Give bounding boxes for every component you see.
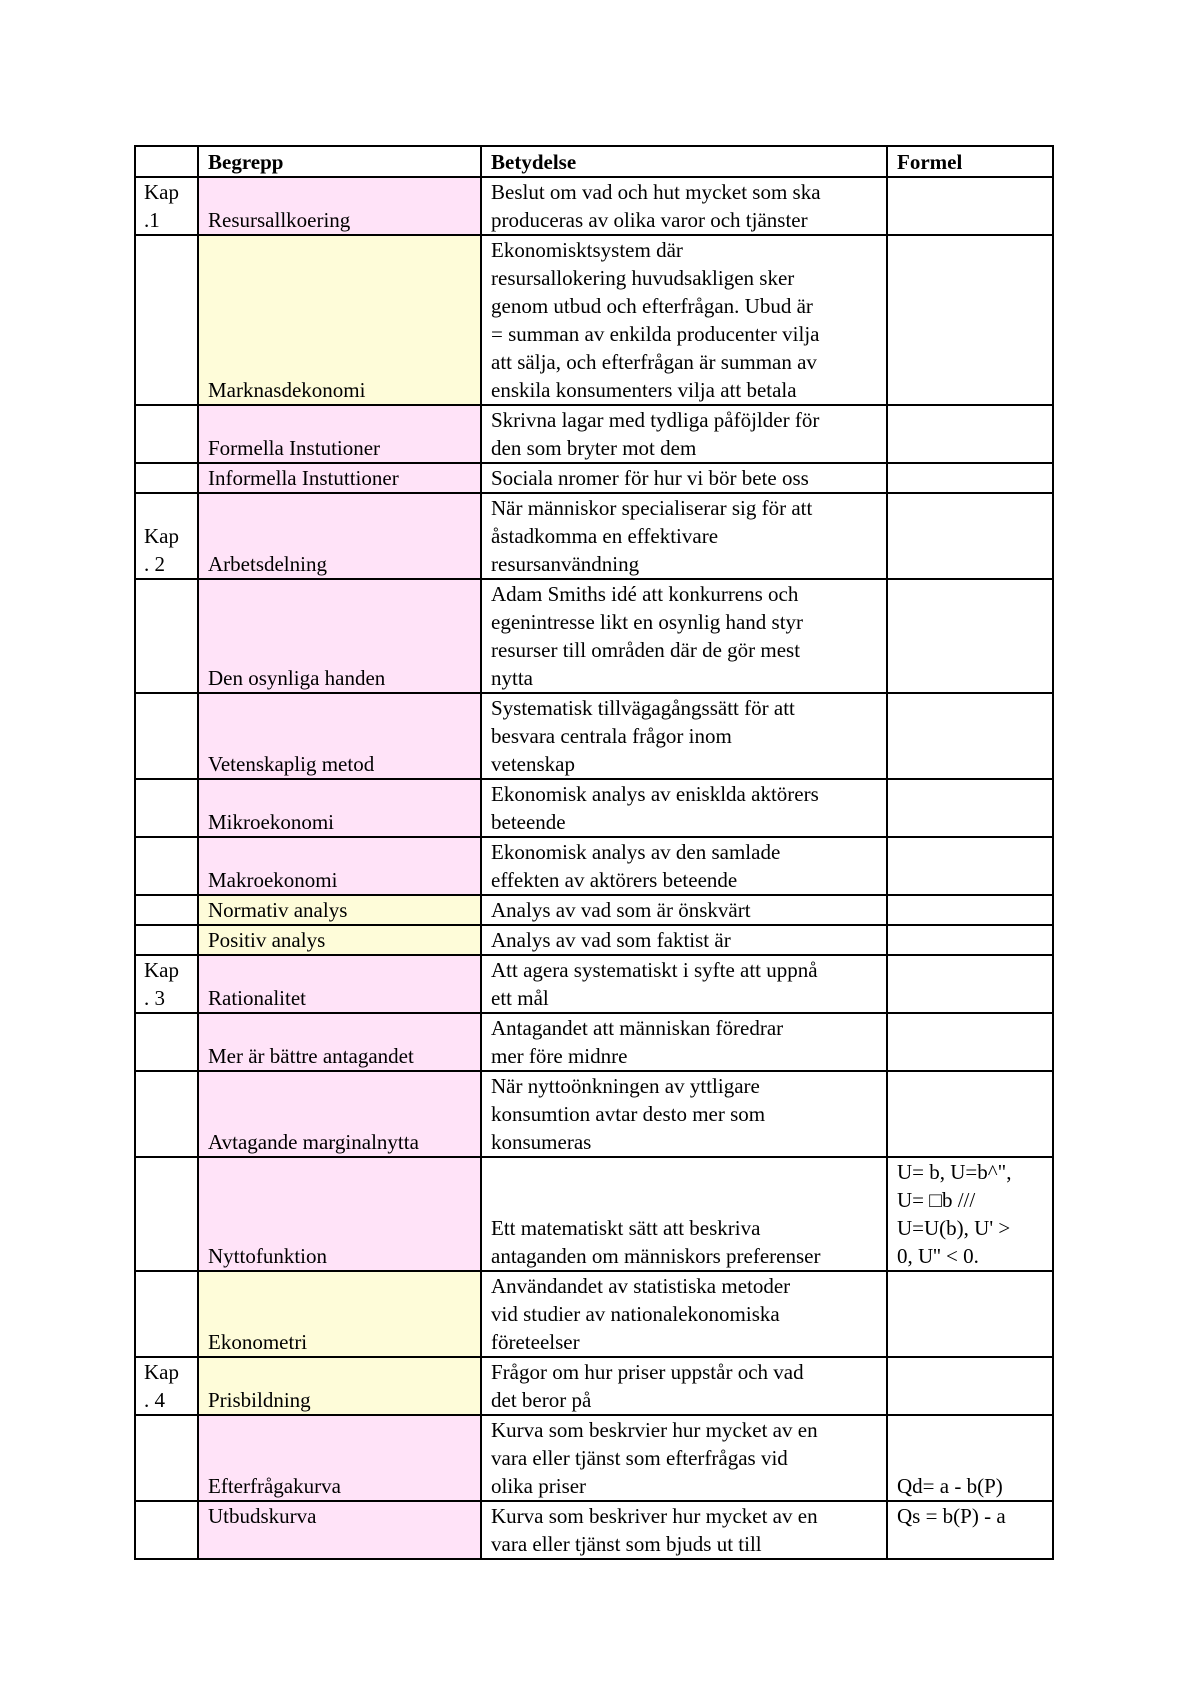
chapter-cell xyxy=(135,779,198,837)
table-row xyxy=(135,493,1053,579)
formula-cell xyxy=(887,1501,1053,1559)
cell-line: U= □b /// xyxy=(897,1188,976,1212)
term-label: Vetenskaplig metod xyxy=(208,752,375,776)
table-row xyxy=(135,405,1053,463)
cell-line: besvara centrala frågor inom xyxy=(491,724,732,748)
cell-line: . 3 xyxy=(144,986,165,1010)
term-cell xyxy=(198,1071,481,1157)
cell-line: den som bryter mot dem xyxy=(491,436,697,460)
table-row xyxy=(135,235,1053,405)
term-label: Prisbildning xyxy=(208,1388,311,1412)
term-cell xyxy=(198,779,481,837)
cell-line: Kap xyxy=(144,1360,179,1384)
cell-line: Kurva som beskriver hur mycket av en xyxy=(491,1504,818,1528)
definition-cell xyxy=(481,1271,887,1357)
table-row xyxy=(135,1013,1053,1071)
formula-cell xyxy=(887,463,1053,493)
cell-line: Sociala nromer för hur vi bör bete oss xyxy=(491,466,809,490)
table-row xyxy=(135,177,1053,235)
cell-line: konsumeras xyxy=(491,1130,592,1154)
cell-line: = summan av enkilda producenter vilja xyxy=(491,322,820,346)
formula-cell xyxy=(887,1013,1053,1071)
header-begrepp: Begrepp xyxy=(198,146,481,177)
term-cell xyxy=(198,235,481,405)
cell-line: beteende xyxy=(491,810,566,834)
chapter-cell xyxy=(135,693,198,779)
chapter-cell xyxy=(135,925,198,955)
cell-line: vara eller tjänst som efterfrågas vid xyxy=(491,1446,788,1470)
cell-line: Kap xyxy=(144,180,179,204)
definition-cell xyxy=(481,405,887,463)
formula-cell xyxy=(887,1357,1053,1415)
cell-line: 0, U'' < 0. xyxy=(897,1244,979,1268)
definition-cell xyxy=(481,177,887,235)
chapter-cell xyxy=(135,1501,198,1559)
cell-line: vara eller tjänst som bjuds ut till xyxy=(491,1532,762,1556)
formula-cell xyxy=(887,1271,1053,1357)
formula-cell xyxy=(887,955,1053,1013)
chapter-cell xyxy=(135,895,198,925)
chapter-cell xyxy=(135,493,198,579)
term-cell xyxy=(198,895,481,925)
definition-cell xyxy=(481,1501,887,1559)
table-row xyxy=(135,1501,1053,1559)
term-cell xyxy=(198,1271,481,1357)
term-label: Avtagande marginalnytta xyxy=(208,1130,419,1154)
cell-line: Analys av vad som är önskvärt xyxy=(491,898,751,922)
cell-line: resurser till områden där de gör mest xyxy=(491,638,801,662)
cell-line: .1 xyxy=(144,208,160,232)
cell-line: Qd= a - b(P) xyxy=(897,1474,1003,1498)
table-row xyxy=(135,837,1053,895)
term-label: Arbetsdelning xyxy=(208,552,327,576)
term-label: Formella Instutioner xyxy=(208,436,381,460)
chapter-cell xyxy=(135,1071,198,1157)
definition-cell xyxy=(481,955,887,1013)
chapter-cell xyxy=(135,1157,198,1271)
formula-cell xyxy=(887,235,1053,405)
chapter-cell xyxy=(135,955,198,1013)
cell-line: produceras av olika varor och tjänster xyxy=(491,208,808,232)
table-row xyxy=(135,579,1053,693)
term-label: Resursallkoering xyxy=(208,208,351,232)
cell-line: effekten av aktörers beteende xyxy=(491,868,738,892)
cell-line: Ekonomisk analys av enisklda aktörers xyxy=(491,782,819,806)
cell-line: olika priser xyxy=(491,1474,587,1498)
term-cell xyxy=(198,405,481,463)
cell-line: att sälja, och efterfrågan är summan av xyxy=(491,350,817,374)
formula-cell xyxy=(887,1415,1053,1501)
chapter-cell xyxy=(135,837,198,895)
term-label: Mer är bättre antagandet xyxy=(208,1044,414,1068)
table-row xyxy=(135,463,1053,493)
table-row xyxy=(135,779,1053,837)
term-cell xyxy=(198,463,481,493)
definition-cell xyxy=(481,1157,887,1271)
chapter-cell xyxy=(135,405,198,463)
term-label: Den osynliga handen xyxy=(208,666,386,690)
term-cell xyxy=(198,1013,481,1071)
concept-table xyxy=(134,145,1054,1560)
cell-line: När människor specialiserar sig för att xyxy=(491,496,813,520)
table-row xyxy=(135,693,1053,779)
cell-line: resursallokering huvudsakligen sker xyxy=(491,266,795,290)
definition-cell xyxy=(481,1071,887,1157)
definition-cell xyxy=(481,493,887,579)
formula-cell xyxy=(887,1071,1053,1157)
formula-cell xyxy=(887,925,1053,955)
term-cell xyxy=(198,1357,481,1415)
cell-line: ett mål xyxy=(491,986,549,1010)
chapter-cell xyxy=(135,1013,198,1071)
term-label: Utbudskurva xyxy=(208,1504,317,1528)
term-cell xyxy=(198,1501,481,1559)
definition-cell xyxy=(481,837,887,895)
formula-cell xyxy=(887,1157,1053,1271)
cell-line: Systematisk tillvägagångssätt för att xyxy=(491,696,795,720)
cell-line: Skrivna lagar med tydliga påföjlder för xyxy=(491,408,820,432)
chapter-cell xyxy=(135,235,198,405)
cell-line: Qs = b(P) - a xyxy=(897,1504,1006,1528)
definition-cell xyxy=(481,1357,887,1415)
definition-cell xyxy=(481,235,887,405)
definition-cell xyxy=(481,463,887,493)
chapter-cell xyxy=(135,579,198,693)
cell-line: Att agera systematiskt i syfte att uppnå xyxy=(491,958,818,982)
term-label: Nyttofunktion xyxy=(208,1244,327,1268)
cell-line: vetenskap xyxy=(491,752,575,776)
formula-cell xyxy=(887,177,1053,235)
term-cell xyxy=(198,579,481,693)
table-row xyxy=(135,1415,1053,1501)
cell-line: Adam Smiths idé att konkurrens och xyxy=(491,582,799,606)
cell-line: Kurva som beskrvier hur mycket av en xyxy=(491,1418,818,1442)
term-label: Rationalitet xyxy=(208,986,306,1010)
definition-cell xyxy=(481,895,887,925)
definition-cell xyxy=(481,1415,887,1501)
definition-cell xyxy=(481,579,887,693)
formula-cell xyxy=(887,837,1053,895)
table-body xyxy=(135,177,1053,1559)
cell-line: Kap xyxy=(144,958,179,982)
cell-line: det beror på xyxy=(491,1388,592,1412)
chapter-cell xyxy=(135,463,198,493)
term-label: Normativ analys xyxy=(208,898,348,922)
formula-cell xyxy=(887,693,1053,779)
cell-line: enskila konsumenters vilja att betala xyxy=(491,378,797,402)
definition-cell xyxy=(481,1013,887,1071)
cell-line: Ekonomisktsystem där xyxy=(491,238,683,262)
term-label: Ekonometri xyxy=(208,1330,308,1354)
cell-line: antaganden om människors preferenser xyxy=(491,1244,821,1268)
cell-line: U= b, U=b^", xyxy=(897,1160,1012,1184)
cell-line: Frågor om hur priser uppstår och vad xyxy=(491,1360,804,1384)
table-row xyxy=(135,1071,1053,1157)
formula-cell xyxy=(887,493,1053,579)
table-row xyxy=(135,1357,1053,1415)
definition-cell xyxy=(481,693,887,779)
table-row xyxy=(135,955,1053,1013)
term-label: Informella Instuttioner xyxy=(208,466,399,490)
cell-line: Ekonomisk analys av den samlade xyxy=(491,840,781,864)
cell-line: Analys av vad som faktist är xyxy=(491,928,731,952)
formula-cell xyxy=(887,779,1053,837)
table-row xyxy=(135,1271,1053,1357)
table-row xyxy=(135,1157,1053,1271)
header-row xyxy=(135,146,1053,177)
term-label: Marknasdekonomi xyxy=(208,378,366,402)
cell-line: När nyttoönkningen av yttligare xyxy=(491,1074,760,1098)
cell-line: åstadkomma en effektivare xyxy=(491,524,719,548)
term-cell xyxy=(198,693,481,779)
cell-line: mer före midnre xyxy=(491,1044,628,1068)
header-formel: Formel xyxy=(887,146,1053,177)
cell-line: Antagandet att människan föredrar xyxy=(491,1016,784,1040)
cell-line: Beslut om vad och hut mycket som ska xyxy=(491,180,821,204)
term-cell xyxy=(198,177,481,235)
cell-line: genom utbud och efterfrågan. Ubud är xyxy=(491,294,813,318)
formula-cell xyxy=(887,579,1053,693)
term-label: Makroekonomi xyxy=(208,868,338,892)
cell-line: . 4 xyxy=(144,1388,165,1412)
cell-line: konsumtion avtar desto mer som xyxy=(491,1102,766,1126)
term-cell xyxy=(198,493,481,579)
cell-line: vid studier av nationalekonomiska xyxy=(491,1302,780,1326)
term-cell xyxy=(198,925,481,955)
cell-line: Ett matematiskt sätt att beskriva xyxy=(491,1216,761,1240)
term-cell xyxy=(198,955,481,1013)
cell-line: resursanvändning xyxy=(491,552,640,576)
term-label: Efterfrågakurva xyxy=(208,1474,341,1498)
term-cell xyxy=(198,1415,481,1501)
chapter-cell xyxy=(135,1415,198,1501)
header-kap xyxy=(135,146,198,177)
chapter-cell xyxy=(135,177,198,235)
term-label: Mikroekonomi xyxy=(208,810,334,834)
formula-cell xyxy=(887,895,1053,925)
chapter-cell xyxy=(135,1357,198,1415)
cell-line: Kap xyxy=(144,524,179,548)
chapter-cell xyxy=(135,1271,198,1357)
cell-line: egenintresse likt en osynlig hand styr xyxy=(491,610,804,634)
term-label: Positiv analys xyxy=(208,928,326,952)
definition-cell xyxy=(481,925,887,955)
table-row xyxy=(135,925,1053,955)
cell-line: företeelser xyxy=(491,1330,580,1354)
cell-line: Användandet av statistiska metoder xyxy=(491,1274,791,1298)
cell-line: U=U(b), U' > xyxy=(897,1216,1011,1240)
term-cell xyxy=(198,1157,481,1271)
term-cell xyxy=(198,837,481,895)
header-betydelse: Betydelse xyxy=(481,146,887,177)
table-row xyxy=(135,895,1053,925)
cell-line: . 2 xyxy=(144,552,165,576)
cell-line: nytta xyxy=(491,666,533,690)
definition-cell xyxy=(481,779,887,837)
formula-cell xyxy=(887,405,1053,463)
